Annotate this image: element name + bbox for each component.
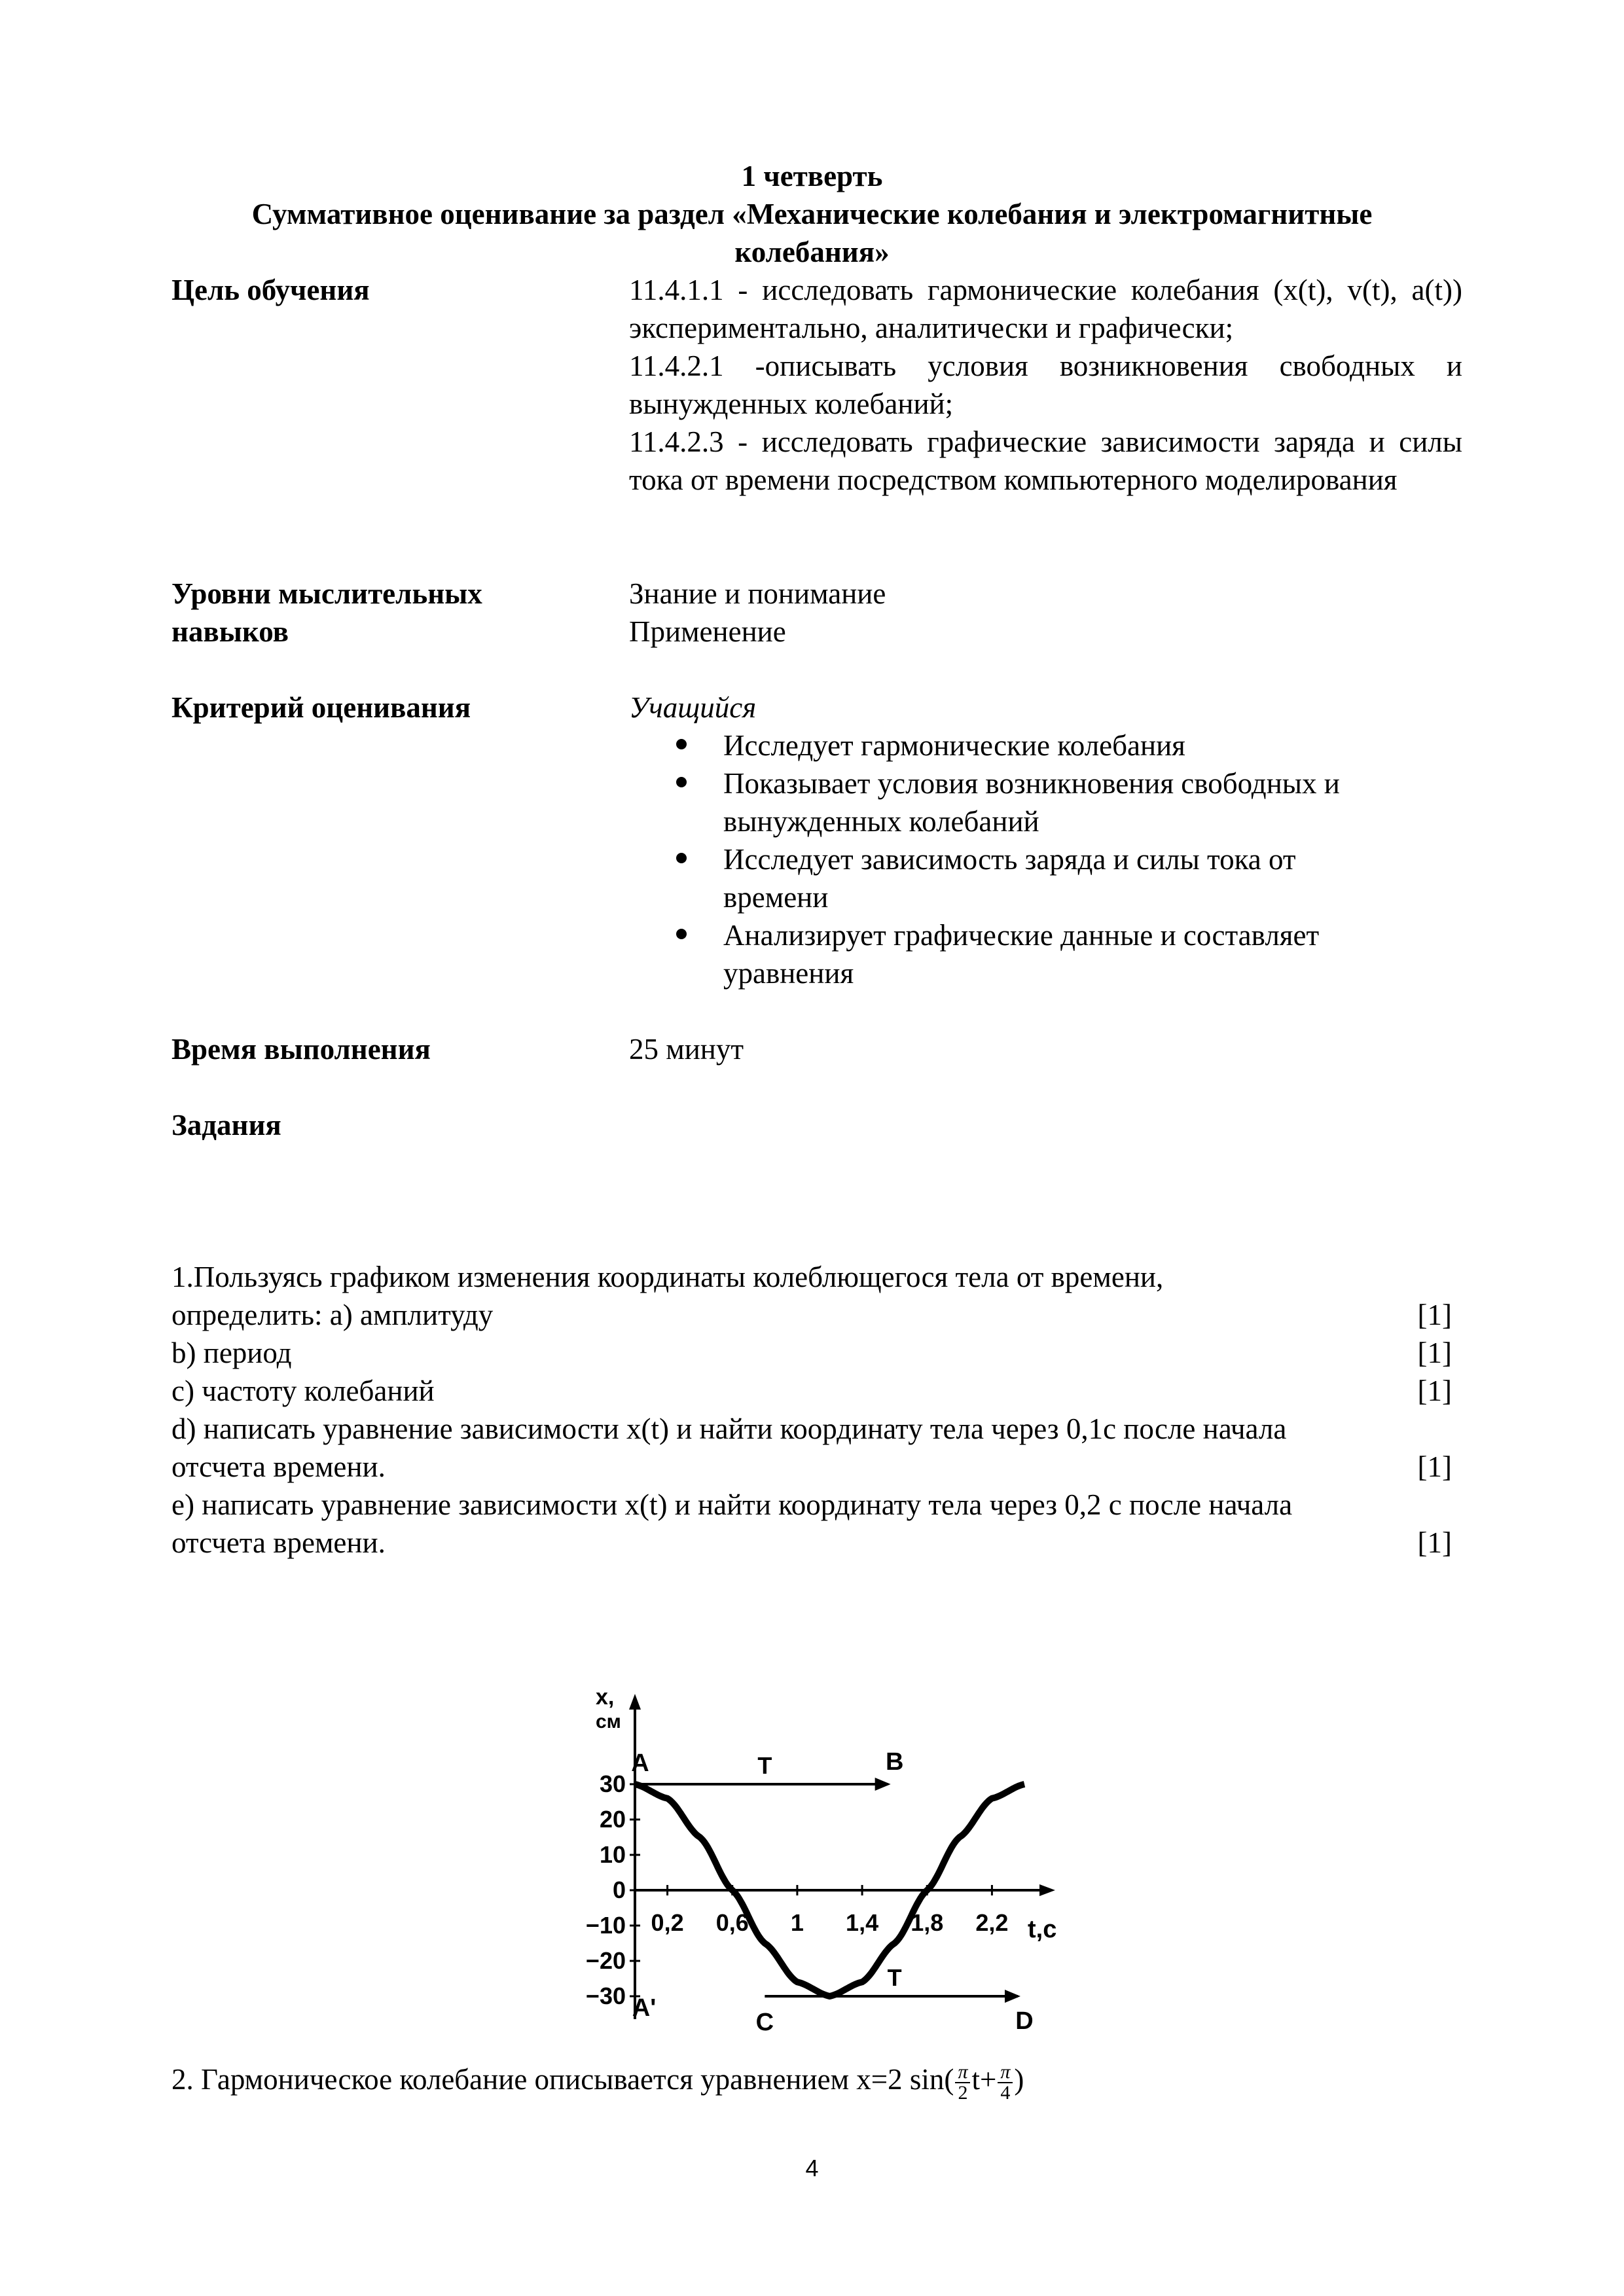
bullet-icon <box>676 739 687 749</box>
x-tick-label: 0,2 <box>651 1909 684 1936</box>
criteria-bullet-2: Показывает условия возникновения свободных и вынужденных колебаний <box>723 767 1340 838</box>
task2-fraction-1 <box>955 2062 970 2103</box>
point-label: B <box>885 1748 904 1776</box>
task1-e-line1: е) написать уравнение зависимости x(t) и найти координату тела через 0,2 с после начала <box>171 1488 1293 1521</box>
point-label: D <box>1015 2007 1034 2035</box>
task1-e-mark: [1] <box>1417 1526 1452 1559</box>
y-tick-label: 20 <box>599 1806 626 1833</box>
task1-intro: 1.Пользуясь графиком изменения координаты колеблющегося тела от времени, <box>171 1261 1164 1293</box>
point-label: A' <box>632 1994 657 2022</box>
bullet-icon <box>676 777 687 787</box>
period-arrowhead-icon <box>1005 1990 1020 2003</box>
criteria-intro: Учащийся <box>629 691 757 724</box>
task1-e-line2: отсчета времени. <box>171 1526 386 1559</box>
thinking-levels-label-line1: Уровни мыслительных <box>171 577 482 610</box>
task1-b: b) период <box>171 1336 292 1369</box>
y-tick-label: −10 <box>585 1912 626 1939</box>
x-axis-label: t,c <box>1028 1916 1057 1943</box>
y-axis-arrow-icon <box>629 1694 641 1710</box>
page-title-line1: Суммативное оценивание за раздел «Механические колебания и электромагнитные <box>251 198 1373 230</box>
task2-fraction-2 <box>998 2062 1013 2103</box>
period-label: T <box>887 1964 902 1991</box>
time-label: Время выполнения <box>171 1033 431 1066</box>
y-tick-label: 10 <box>599 1841 626 1868</box>
task2-close: ) <box>1014 2063 1024 2096</box>
period-label: T <box>757 1752 772 1779</box>
page-title-line2: колебания» <box>734 236 890 268</box>
point-label: C <box>755 2009 774 2036</box>
x-axis-arrow-icon <box>1039 1884 1055 1896</box>
task2-frac2-den: 4 <box>1000 2081 1011 2104</box>
task1-b-mark: [1] <box>1417 1336 1452 1369</box>
learning-goal-item-3: 11.4.2.3 - исследовать графические зависимости заряда и силы тока от времени посредством компьютерного моделирования <box>629 425 1462 496</box>
y-axis-label: x, <box>596 1685 615 1710</box>
x-tick-label: 1,8 <box>911 1909 944 1936</box>
thinking-level-2: Применение <box>629 615 786 648</box>
point-label: A <box>631 1749 649 1777</box>
task2-mid: t+ <box>971 2063 997 2096</box>
page-header-quarter: 1 четверть <box>741 160 883 192</box>
criteria-bullet-3: Исследует зависимость заряда и силы тока от времени <box>723 843 1296 914</box>
task1-d-line2: отсчета времени. <box>171 1450 386 1483</box>
thinking-level-1: Знание и понимание <box>629 577 886 610</box>
y-tick-label: 0 <box>612 1876 626 1903</box>
task1-c-mark: [1] <box>1417 1374 1452 1407</box>
x-tick-label: 0,6 <box>715 1909 749 1936</box>
period-arrowhead-icon <box>875 1778 891 1791</box>
thinking-levels-label-line2: навыков <box>171 615 289 648</box>
x-tick-label: 2,2 <box>975 1909 1009 1936</box>
task1-d-line1: d) написать уравнение зависимости x(t) и найти координату тела через 0,1с после начала <box>171 1412 1287 1445</box>
bullet-icon <box>676 853 687 863</box>
time-value: 25 минут <box>629 1033 744 1066</box>
page-number: 4 <box>805 2155 819 2181</box>
y-tick-label: 30 <box>599 1770 626 1797</box>
criteria-label: Критерий оценивания <box>171 691 471 724</box>
tasks-heading: Задания <box>171 1109 281 1141</box>
criteria-bullet-4: Анализирует графические данные и составляет уравнения <box>723 919 1320 990</box>
bullet-icon <box>676 929 687 939</box>
task1-d-mark: [1] <box>1417 1450 1452 1483</box>
task2-frac1-den: 2 <box>958 2081 968 2104</box>
x-tick-label: 1 <box>790 1909 804 1936</box>
task2-line <box>171 2056 1024 2103</box>
learning-goal-item-1: 11.4.1.1 - исследовать гармонические колебания (x(t), v(t), a(t)) экспериментально, аналитически и графически; <box>629 274 1462 344</box>
learning-goal-item-2: 11.4.2.1 -описывать условия возникновения свободных и вынужденных колебаний; <box>629 350 1462 420</box>
task1-a: определить: а) амплитуду <box>171 1299 494 1331</box>
task2-frac2-num: π <box>998 2062 1013 2083</box>
oscillation-graph <box>556 1662 1093 2042</box>
y-tick-label: −30 <box>585 1982 626 2009</box>
task1-c: с) частоту колебаний <box>171 1374 435 1407</box>
y-tick-label: −20 <box>585 1947 626 1974</box>
y-axis-unit-label: см <box>596 1711 621 1732</box>
task2-text: 2. Гармоническое колебание описывается уравнением x=2 sin( <box>171 2063 954 2096</box>
criteria-bullet-1: Исследует гармонические колебания <box>723 729 1185 762</box>
x-tick-label: 1,4 <box>846 1909 879 1936</box>
learning-goal-label: Цель обучения <box>171 274 370 306</box>
task2-frac1-num: π <box>955 2062 970 2083</box>
task1-a-mark: [1] <box>1417 1299 1452 1331</box>
